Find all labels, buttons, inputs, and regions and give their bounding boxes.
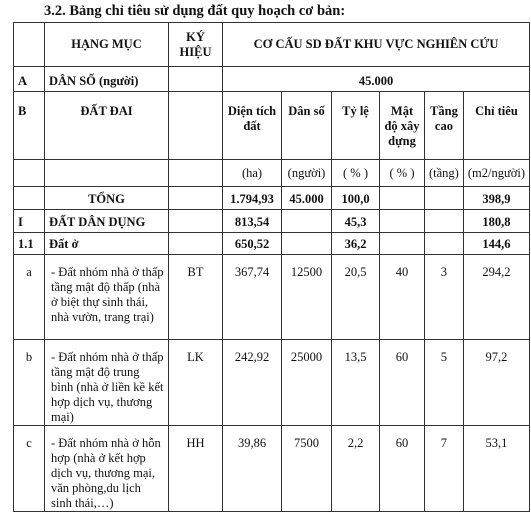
- row-density: 60: [380, 340, 425, 426]
- row-name: Đất ở: [45, 233, 169, 255]
- units-row: [14, 160, 530, 187]
- civil-land-row: [14, 210, 530, 233]
- row-symbol: [169, 92, 223, 160]
- row-code: c: [14, 426, 45, 512]
- unit-ratio: ( % ): [332, 160, 380, 187]
- col-area: Diện tích đất: [223, 92, 282, 160]
- row-symbol: [169, 67, 223, 92]
- unit-index: (m2/người): [463, 160, 529, 187]
- row-floors: 3: [425, 255, 464, 340]
- unit-floors: (tầng): [425, 160, 464, 187]
- population-row: [14, 67, 530, 92]
- row-name: TỔNG: [45, 187, 169, 210]
- table-row: [14, 255, 530, 340]
- section-heading: 3.2. Bảng chỉ tiêu sử dụng đất quy hoạch cơ bản:: [44, 3, 346, 19]
- row-density: 60: [380, 426, 425, 512]
- header-row: [14, 23, 530, 67]
- row-population: 12500: [282, 255, 332, 340]
- col-index: Chỉ tiêu: [463, 92, 529, 160]
- row-code: a: [14, 255, 45, 340]
- row-ratio: 20,5: [332, 255, 380, 340]
- total-ratio: 100,0: [332, 187, 380, 210]
- residential-area: 650,52: [223, 233, 282, 255]
- civil-area: 813,54: [223, 210, 282, 233]
- col-floors: Tầng cao: [425, 92, 464, 160]
- col-population: Dân số: [282, 92, 332, 160]
- total-row: [14, 187, 530, 210]
- row-area: 39,86: [223, 426, 282, 512]
- row-code: A: [14, 67, 45, 92]
- residential-land-row: [14, 233, 530, 255]
- residential-index: 144,6: [463, 233, 529, 255]
- row-code: B: [14, 92, 45, 160]
- row-symbol: BT: [169, 255, 223, 340]
- row-index: 53,1: [463, 426, 529, 512]
- row-floors: 7: [425, 426, 464, 512]
- row-ratio: 2,2: [332, 426, 380, 512]
- land-use-table: [13, 22, 530, 512]
- row-symbol: HH: [169, 426, 223, 512]
- row-index: 294,2: [463, 255, 529, 340]
- unit-population: (người): [282, 160, 332, 187]
- total-area: 1.794,93: [223, 187, 282, 210]
- residential-ratio: 36,2: [332, 233, 380, 255]
- header-structure: CƠ CẤU SD ĐẤT KHU VỰC NGHIÊN CỨU: [223, 23, 530, 67]
- row-floors: 5: [425, 340, 464, 426]
- row-name: ĐẤT DÂN DỤNG: [45, 210, 169, 233]
- header-code: [14, 23, 45, 67]
- total-population: 45.000: [282, 187, 332, 210]
- column-labels-row: [14, 92, 530, 160]
- population-value: 45.000: [223, 67, 530, 92]
- row-area: 242,92: [223, 340, 282, 426]
- col-density: Mật độ xây dựng: [380, 92, 425, 160]
- table-row: [14, 340, 530, 426]
- header-symbol: KÝ HIỆU: [169, 23, 223, 67]
- row-name: DÂN SỐ (người): [45, 67, 169, 92]
- row-index: 97,2: [463, 340, 529, 426]
- row-ratio: 13,5: [332, 340, 380, 426]
- row-name: - Đất nhóm nhà ở thấp tầng mật độ trung bình (nhà ở liền kề kết hợp dịch vụ, thương mại): [45, 340, 169, 426]
- civil-ratio: 45,3: [332, 210, 380, 233]
- table-row: [14, 426, 530, 512]
- row-code: b: [14, 340, 45, 426]
- col-ratio: Tỷ lệ: [332, 92, 380, 160]
- row-population: 7500: [282, 426, 332, 512]
- unit-density: ( % ): [380, 160, 425, 187]
- header-item: HẠNG MỤC: [45, 23, 169, 67]
- row-name: - Đất nhóm nhà ở hỗn hợp (nhà ở kết hợp dịch vụ, thương mại, văn phòng,du lịch sinh thái,…): [45, 426, 169, 512]
- row-code: I: [14, 210, 45, 233]
- total-index: 398,9: [463, 187, 529, 210]
- unit-area: (ha): [223, 160, 282, 187]
- row-name: - Đất nhóm nhà ở thấp tầng mật độ thấp (nhà ở biệt thự sinh thái, nhà vườn, trang trại): [45, 255, 169, 340]
- row-name: ĐẤT ĐAI: [45, 92, 169, 160]
- row-population: 25000: [282, 340, 332, 426]
- row-area: 367,74: [223, 255, 282, 340]
- row-symbol: LK: [169, 340, 223, 426]
- civil-index: 180,8: [463, 210, 529, 233]
- row-code: 1.1: [14, 233, 45, 255]
- row-density: 40: [380, 255, 425, 340]
